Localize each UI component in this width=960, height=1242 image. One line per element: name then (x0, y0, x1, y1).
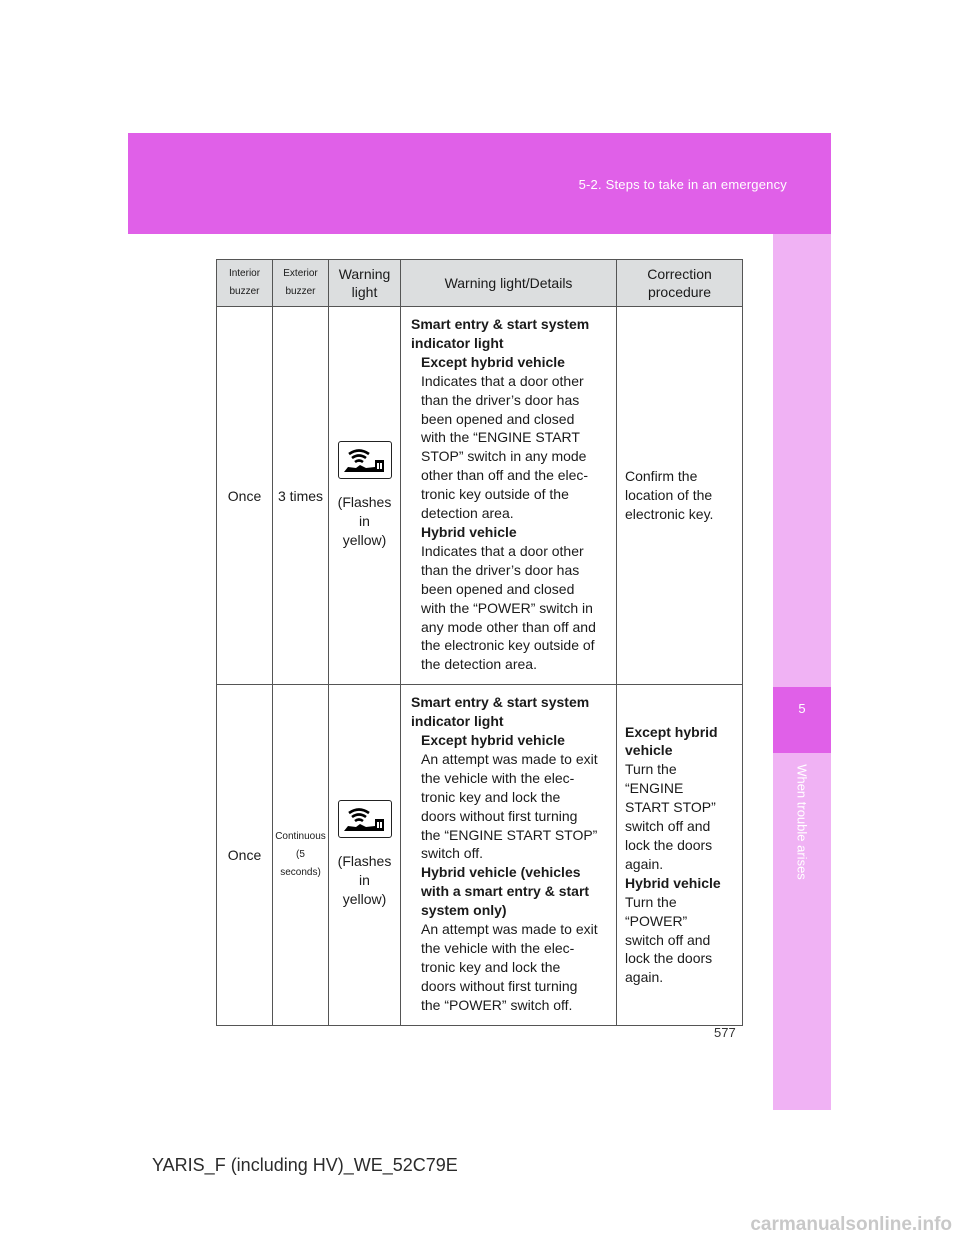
warning-light-cell: (Flashes in yellow) (329, 685, 401, 1025)
chapter-number: 5 (773, 687, 831, 753)
watermark: carmanualsonline.info (750, 1214, 952, 1235)
details-text: An attempt was made to exit the vehicle with the elec- tronic key and lock the doors without first turning the “POWER” switch off. (421, 921, 598, 1013)
details-subheading: Hybrid vehicle (421, 523, 517, 540)
interior-buzzer-cell: Once (217, 307, 273, 685)
smart-key-indicator-icon (338, 441, 392, 479)
details-title: Smart entry & start system indicator light (411, 316, 590, 351)
details-subheading: Hybrid vehicle (vehicles with a smart entry & start system only) (421, 864, 590, 919)
warning-buzzer-table (216, 259, 743, 1026)
chapter-side-tab[interactable] (773, 234, 831, 1110)
table-row (217, 685, 743, 1025)
details-subheading: Except hybrid vehicle (421, 732, 565, 749)
col-header-interior-buzzer: Interior buzzer (217, 260, 273, 307)
details-title: Smart entry & start system indicator light (411, 694, 590, 730)
details-cell (401, 685, 617, 1025)
correction-subheading: Except hybrid vehicle (625, 723, 718, 759)
correction-subheading: Hybrid vehicle (625, 874, 721, 891)
details-text: Indicates that a door other than the driver’s door has been opened and closed with the “POWER” switch in any mode other than off and the electronic key outside of the detection area. (421, 542, 596, 673)
page-number: 577 (714, 1025, 736, 1040)
table-row (217, 307, 743, 685)
correction-cell (617, 685, 743, 1025)
correction-text: Except hybrid vehicle Turn the “ENGINE START STOP” switch off and lock the doors again. Hybrid vehicle Turn the “POWER” switch off and lock the doors again. (617, 723, 742, 988)
document-footer: YARIS_F (including HV)_WE_52C79E (152, 1155, 458, 1175)
col-header-warning-light: Warning light (329, 260, 401, 307)
section-header-band (128, 133, 831, 234)
table-header-row (217, 260, 743, 307)
col-header-correction: Correction procedure (617, 260, 743, 307)
interior-buzzer-cell: Once (217, 685, 273, 1025)
details-text: Indicates that a door other than the driver’s door has been opened and closed with the “ENGINE START STOP” switch in any mode other than off and the elec- tronic key outside of the detection area. (421, 372, 589, 522)
details-text: An attempt was made to exit the vehicle with the elec- tronic key and lock the doors without first turning the “ENGINE START STOP” switch off. (421, 750, 598, 862)
details-subheading: Except hybrid vehicle (421, 353, 565, 370)
exterior-buzzer-cell: Continuous (5 seconds) (273, 685, 329, 1025)
col-header-details: Warning light/Details (401, 260, 617, 307)
correction-cell (617, 307, 743, 685)
smart-key-indicator-icon (338, 800, 392, 838)
exterior-buzzer-cell: 3 times (273, 307, 329, 685)
correction-text: Confirm the location of the electronic key. (625, 468, 714, 523)
chapter-title: When trouble arises (794, 764, 810, 880)
warning-light-cell: (Flashes in yellow) (329, 307, 401, 685)
details-cell (401, 307, 617, 685)
col-header-exterior-buzzer: Exterior buzzer (273, 260, 329, 307)
section-title: 5-2. Steps to take in an emergency (578, 177, 787, 192)
